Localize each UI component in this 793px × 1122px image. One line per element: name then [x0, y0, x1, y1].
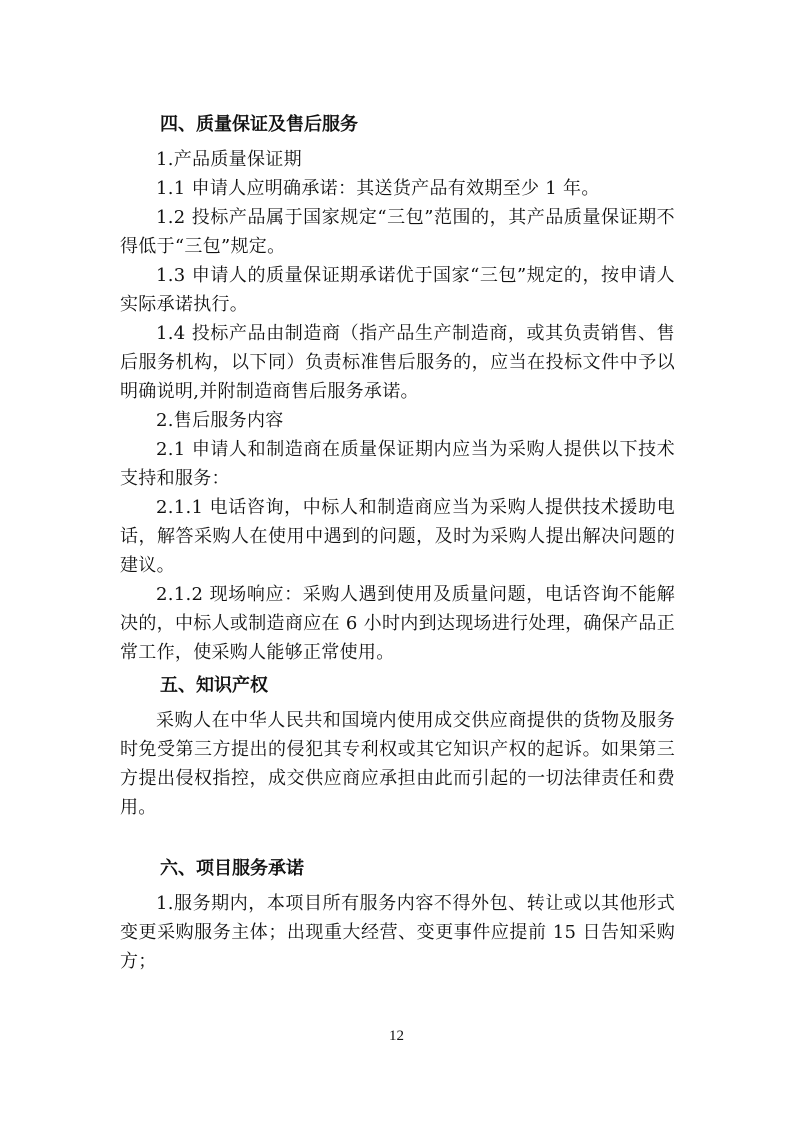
section-heading-service-commitment: 六、项目服务承诺	[160, 858, 304, 879]
paragraph: 1.1 申请人应明确承诺：其送货产品有效期至少 1 年。	[156, 178, 600, 199]
page-number: 12	[389, 1028, 404, 1044]
paragraph: 1.产品质量保证期	[156, 149, 302, 170]
paragraph: 2.1.2 现场响应：采购人遇到使用及质量问题，电话咨询不能解决的，中标人或制造商应在 6 小时内到达现场进行处理，确保产品正常工作，使采购人能够正常使用。	[120, 584, 675, 663]
paragraph: 2.1 申请人和制造商在质量保证期内应当为采购人提供以下技术支持和服务：	[120, 439, 675, 489]
paragraph: 1.4 投标产品由制造商（指产品生产制造商，或其负责销售、售后服务机构，以下同）负责标准售后服务的，应当在投标文件中予以明确说明,并附制造商售后服务承诺。	[120, 323, 675, 402]
paragraph: 2.1.1 电话咨询，中标人和制造商应当为采购人提供技术援助电话，解答采购人在使用中遇到的问题，及时为采购人提出解决问题的建议。	[120, 497, 675, 576]
paragraph: 1.2 投标产品属于国家规定“三包”范围的，其产品质量保证期不得低于“三包”规定。	[120, 207, 675, 257]
section-heading-quality-warranty: 四、质量保证及售后服务	[160, 114, 358, 135]
section-heading-intellectual-property: 五、知识产权	[160, 675, 268, 696]
paragraph: 1.3 申请人的质量保证期承诺优于国家“三包”规定的，按申请人实际承诺执行。	[120, 265, 675, 315]
paragraph: 2.售后服务内容	[156, 410, 284, 431]
paragraph: 采购人在中华人民共和国境内使用成交供应商提供的货物及服务时免受第三方提出的侵犯其专利权或其它知识产权的起诉。如果第三方提出侵权指控，成交供应商应承担由此而引起的一切法律责任和费用。	[120, 710, 675, 818]
paragraph: 1.服务期内，本项目所有服务内容不得外包、转让或以其他形式变更采购服务主体；出现重大经营、变更事件应提前 15 日告知采购方；	[120, 893, 675, 972]
